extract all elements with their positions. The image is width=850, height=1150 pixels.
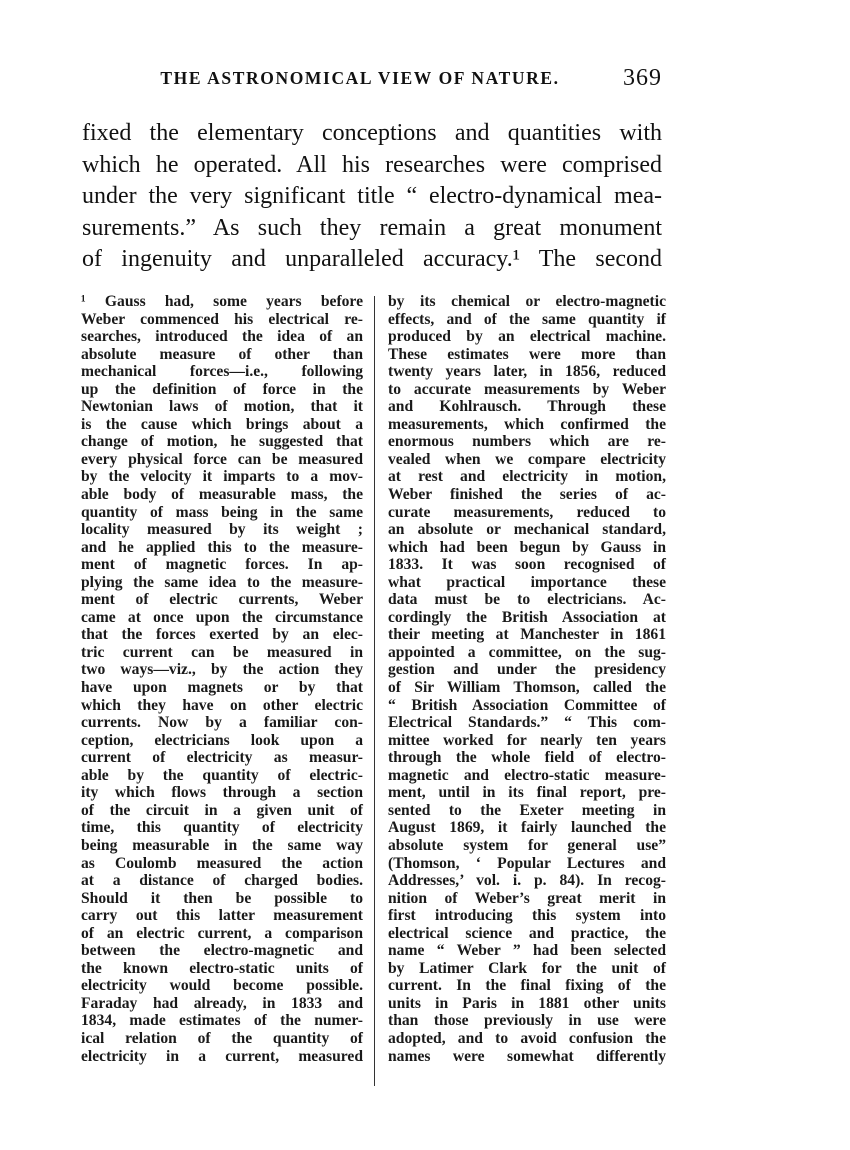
footnote-line: by its chemical or electro-magnetic [388,293,666,310]
footnote-line: to accurate measurements by Weber [388,380,666,398]
running-title: THE ASTRONOMICAL VIEW OF NATURE. [160,68,560,88]
footnote-line: an absolute or mechanical standard, [388,521,666,539]
body-text-line: under the very significant title “ electro-dynamical mea- [82,183,662,209]
footnote-line: and Kohlrausch. Through these [388,398,666,416]
footnote-line: by Latimer Clark for the unit of [388,959,666,977]
footnote-line: came at once upon the circumstance [81,608,363,626]
footnote-line: two ways—viz., by the action they [81,661,363,679]
footnote-line: 1834, made estimates of the numer- [81,1012,363,1030]
footnote-line: between the electro-magnetic and [81,942,363,960]
footnote-line: of the circuit in a given unit of [81,801,363,819]
footnote-line: locality measured by its weight ; [81,521,363,539]
footnote-line: every physical force can be measured [81,450,363,468]
footnote-line: nition of Weber’s great merit in [388,889,666,907]
footnote-line: data must be to electricians. Ac- [388,591,666,609]
footnote-line: of an electric current, a comparison [81,924,363,942]
footnote-line: Addresses,’ vol. i. p. 84). In recog- [388,872,666,890]
footnote-line: ment of electric currents, Weber [81,591,363,609]
footnote-line: ment of magnetic forces. In ap- [81,556,363,574]
body-text-line: which he operated. All his researches were comprised [82,151,662,178]
body-text-line: fixed the elementary conceptions and quantities with [82,120,662,146]
footnote-line: mittee worked for nearly ten years [388,731,666,749]
footnote-line: 1833. It was soon recognised of [388,556,666,574]
footnote-right-column [388,293,666,1065]
footnote-line: These estimates were more than [388,345,666,363]
footnote-line: plying the same idea to the measure- [81,573,363,591]
footnote-line: than those previously in use were [388,1012,666,1030]
footnote-line: as Coulomb measured the action [81,854,363,872]
footnote-line: which they have on other electric [81,696,363,714]
footnote-line: which had been begun by Gauss in [388,538,666,556]
footnote-line: by the velocity it imparts to a mov- [81,468,363,486]
footnote-line: able body of measurable mass, the [81,486,363,504]
footnote-line: ¹ Gauss had, some years before [81,293,363,310]
footnote-line: quantity of mass being in the same [81,503,363,521]
footnote-line: vealed when we compare electricity [388,450,666,468]
footnote-line: sented to the Exeter meeting in [388,801,666,819]
footnote-line: searches, introduced the idea of an [81,328,363,346]
footnote-line: effects, and of the same quantity if [388,310,666,328]
footnote-line: of Sir William Thomson, called the [388,679,666,697]
footnote-line: being measurable in the same way [81,836,363,854]
footnote-line: curate measurements, reduced to [388,503,666,521]
footnote-line: current of electricity as measur- [81,749,363,767]
footnote-line: name “ Weber ” had been selected [388,942,666,960]
footnote-line: gestion and under the presidency [388,661,666,679]
footnote-line: able by the quantity of electric- [81,766,363,784]
footnote-left-column [81,293,363,1065]
footnote-line: absolute system for general use” [388,836,666,854]
footnote-line: at rest and electricity in motion, [388,468,666,486]
column-divider [374,296,375,1086]
footnote-line: that the forces exerted by an elec- [81,626,363,644]
body-text-line: of ingenuity and unparalleled accuracy.¹ The second [82,246,662,272]
footnote-line: produced by an electrical machine. [388,328,666,346]
footnote-line: electrical science and practice, the [388,924,666,942]
footnote-line: what practical importance these [388,573,666,591]
footnote-line: ity which flows through a section [81,784,363,802]
page-number: 369 [623,65,662,91]
footnote-line: tric current can be measured in [81,643,363,661]
footnote-line: change of motion, he suggested that [81,433,363,451]
footnote-line: first introducing this system into [388,907,666,925]
footnote-line: electricity in a current, measured [81,1047,363,1065]
footnote-line: cordingly the British Association at [388,608,666,626]
running-head [82,66,662,96]
main-paragraph [82,118,662,276]
footnote-line: electricity would become possible. [81,977,363,995]
footnote-line: Weber finished the series of ac- [388,486,666,504]
footnote-line: up the definition of force in the [81,380,363,398]
footnote-line: have upon magnets or by that [81,679,363,697]
footnote-line: ception, electricians look upon a [81,731,363,749]
footnote-line: appointed a committee, on the sug- [388,643,666,661]
footnote-line: ical relation of the quantity of [81,1029,363,1047]
footnote-line: carry out this latter measurement [81,907,363,925]
footnote-line: at a distance of charged bodies. [81,872,363,890]
footnote-line: Electrical Standards.” “ This com- [388,714,666,732]
footnote-line: August 1869, it fairly launched the [388,819,666,837]
footnote-line: is the cause which brings about a [81,415,363,433]
footnote-line: ment, until in its final report, pre- [388,784,666,802]
footnote-line: mechanical forces—i.e., following [81,363,363,381]
footnote-line: measurements, which confirmed the [388,415,666,433]
footnote-line: magnetic and electro-static measure- [388,766,666,784]
footnote-line: adopted, and to avoid confusion the [388,1029,666,1047]
footnote-line: Weber commenced his electrical re- [81,310,363,328]
footnote-line: currents. Now by a familiar con- [81,714,363,732]
footnote-line: enormous numbers which are re- [388,433,666,451]
footnote-line: units in Paris in 1881 other units [388,994,666,1012]
footnote-line: their meeting at Manchester in 1861 [388,626,666,644]
footnote-line: absolute measure of other than [81,345,363,363]
footnote-line: Faraday had already, in 1833 and [81,994,363,1012]
body-text-line: surements.” As such they remain a great monument [82,214,662,241]
footnote-line: “ British Association Committee of [388,696,666,714]
footnote-line: Should it then be possible to [81,889,363,907]
footnote-line: names were somewhat differently [388,1047,666,1065]
footnote-line: through the whole field of electro- [388,749,666,767]
footnote-line: time, this quantity of electricity [81,819,363,837]
footnote-line: and he applied this to the measure- [81,538,363,556]
footnote-line: (Thomson, ‘ Popular Lectures and [388,854,666,872]
footnote-line: current. In the final fixing of the [388,977,666,995]
footnote-line: Newtonian laws of motion, that it [81,398,363,416]
footnote-line: the known electro-static units of [81,959,363,977]
footnote-line: twenty years later, in 1856, reduced [388,363,666,381]
